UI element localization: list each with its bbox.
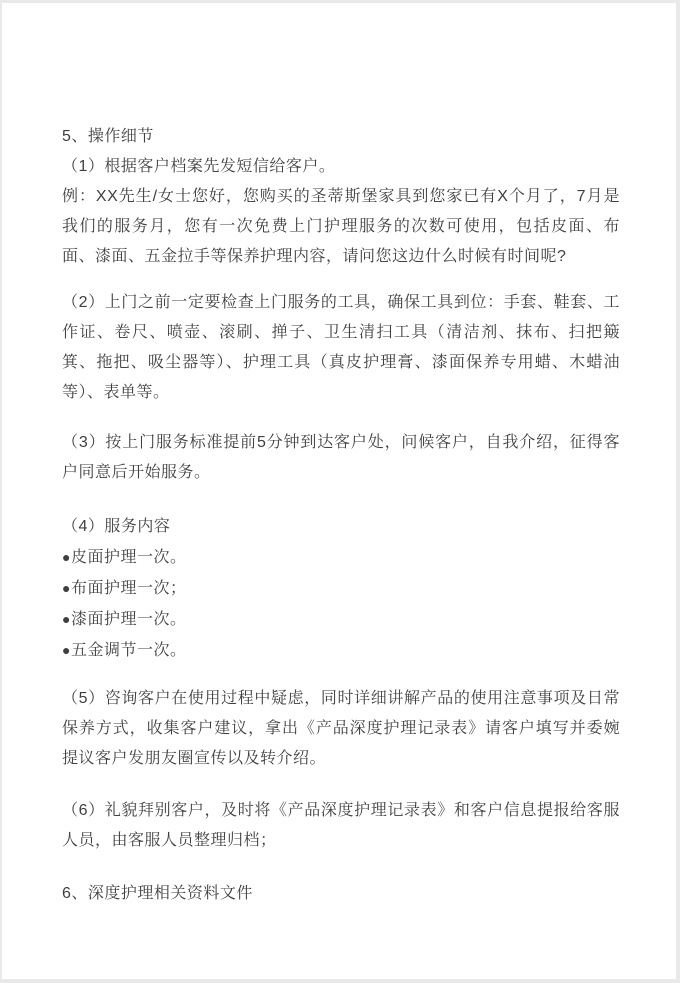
service-item-label: 皮面护理一次。 (70, 549, 187, 566)
list-item (62, 635, 620, 666)
bullet-icon: ● (62, 549, 71, 565)
bullet-icon: ● (62, 580, 71, 596)
bullet-icon: ● (62, 642, 71, 658)
step5-text: （5）咨询客户在使用过程中疑虑，同时详细讲解产品的使用注意事项及日常保养方式，收集客户建议，拿出《产品深度护理记录表》请客户填写并委婉提议客户发朋友圈宣传以及转介绍。 (62, 690, 620, 767)
step1-example-text: 例：XX先生/女士您好，您购买的圣蒂斯堡家具到您家已有X个月了，7月是我们的服务月，您有一次免费上门护理服务的次数可使用，包括皮面、布面、漆面、五金拉手等保养护理内容，请问您这边什么时候有时间呢? (62, 188, 620, 265)
service-item-label: 漆面护理一次。 (70, 611, 187, 628)
step4-heading: （4）服务内容 (62, 518, 171, 535)
document-content (62, 122, 620, 909)
bullet-icon: ● (62, 611, 71, 627)
document-page (2, 3, 676, 979)
service-item-label: 布面护理一次； (70, 580, 187, 597)
step3-text: （3）按上门服务标准提前5分钟到达客户处，问候客户，自我介绍，征得客户同意后开始服务。 (62, 434, 620, 481)
section5-heading: 5、操作细节 (62, 128, 154, 145)
list-item (62, 604, 620, 635)
list-item (62, 573, 620, 604)
step1-text: （1）根据客户档案先发短信给客户。 (62, 158, 336, 175)
service-items-list (62, 542, 620, 666)
service-item-label: 五金调节一次。 (70, 642, 187, 659)
section6-heading: 6、深度护理相关资料文件 (62, 885, 253, 902)
step6-text: （6）礼貌拜别客户，及时将《产品深度护理记录表》和客户信息提报给客服人员，由客服人员整理归档； (62, 802, 620, 849)
list-item (62, 542, 620, 573)
step2-text: （2）上门之前一定要检查上门服务的工具，确保工具到位：手套、鞋套、工作证、卷尺、喷壶、滚刷、掸子、卫生清扫工具（清洁剂、抹布、扫把簸箕、拖把、吸尘器等）、护理工具（真皮护理膏、漆面保养专用蜡、木蜡油等）、表单等。 (62, 294, 620, 401)
